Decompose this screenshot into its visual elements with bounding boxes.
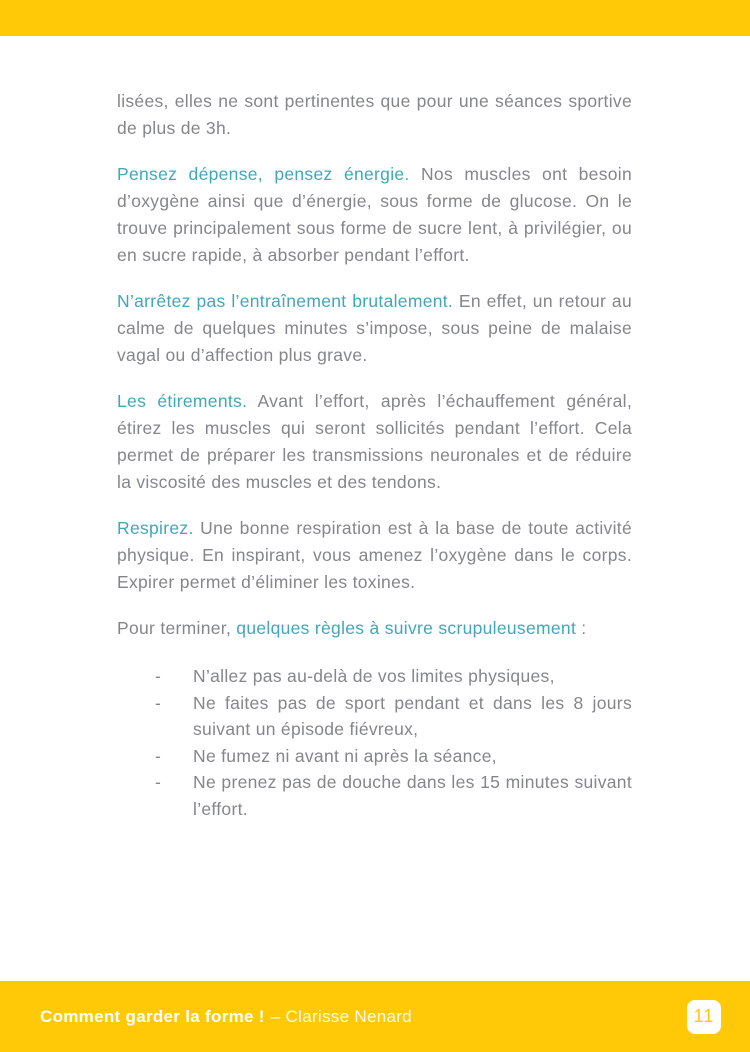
paragraph-regles-intro <box>117 615 632 642</box>
list-item-text: Ne fumez ni avant ni après la séance, <box>193 745 497 766</box>
list-item-text: Ne prenez pas de douche dans les 15 minutes suivant l’effort. <box>193 772 632 819</box>
list-item-text: N’allez pas au-delà de vos limites physiques, <box>193 666 555 686</box>
page-number: 11 <box>693 1006 715 1026</box>
paragraph-continuation <box>117 88 632 142</box>
list-item <box>117 690 632 743</box>
list-item <box>117 769 632 822</box>
paragraph-text: En effet, un retour au calme de quelques minutes s’impose, sous peine de malaise vagal ou d’affection plus grave. <box>117 291 632 365</box>
book-title: Comment garder la forme ! <box>40 1006 265 1026</box>
paragraph-entrainement <box>117 288 632 369</box>
paragraph-etirements <box>117 388 632 496</box>
dash-bullet: - <box>155 745 162 766</box>
paragraph-energie <box>117 161 632 269</box>
accent-phrase: quelques règles à suivre scrupuleusement <box>236 618 577 638</box>
accent-phrase: Pensez dépense, pensez énergie. <box>117 164 410 184</box>
paragraph-text: Une bonne respiration est à la base de toute activité physique. En inspirant, vous amenez l’oxygène dans le corps. Expirer permet d’éliminer les toxines. <box>117 518 632 592</box>
footer-bar <box>0 981 750 1052</box>
top-accent-bar <box>0 0 750 36</box>
page-number-badge <box>687 1000 721 1034</box>
page-content <box>117 36 632 822</box>
paragraph-respirez <box>117 515 632 596</box>
paragraph-text: : <box>576 618 587 638</box>
dash-bullet: - <box>155 772 162 792</box>
accent-phrase: N’arrêtez pas l’entraînement brutalement. <box>117 291 454 311</box>
footer-text <box>40 1007 412 1027</box>
accent-phrase: Respirez. <box>117 518 194 538</box>
dash-bullet: - <box>155 666 162 686</box>
dash-bullet: - <box>155 692 162 713</box>
list-item <box>117 743 632 770</box>
list-item-text: Ne faites pas de sport pendant et dans les 8 jours suivant un épisode fiévreux, <box>193 692 632 739</box>
author-name: – Clarisse Nenard <box>270 1006 412 1026</box>
paragraph-text: lisées, elles ne sont pertinentes que pour une séances sportive de plus de 3h. <box>117 91 632 138</box>
rules-list <box>117 663 632 822</box>
accent-phrase: Les étirements. <box>117 391 248 411</box>
paragraph-text: Nos muscles ont besoin d’oxygène ainsi que d’énergie, sous forme de glucose. On le trouve principalement sous forme de sucre lent, à privilégier, ou en sucre rapide, à absorber pendant l’effort. <box>117 164 633 265</box>
paragraph-text: Pour terminer, <box>117 618 237 638</box>
paragraph-text: Avant l’effort, après l’échauffement général, étirez les muscles qui seront sollicités pendant l’effort. Cela permet de préparer les transmissions neuronales et de réduire la viscosité des muscles et des tendons. <box>117 391 632 492</box>
list-item <box>117 663 632 690</box>
